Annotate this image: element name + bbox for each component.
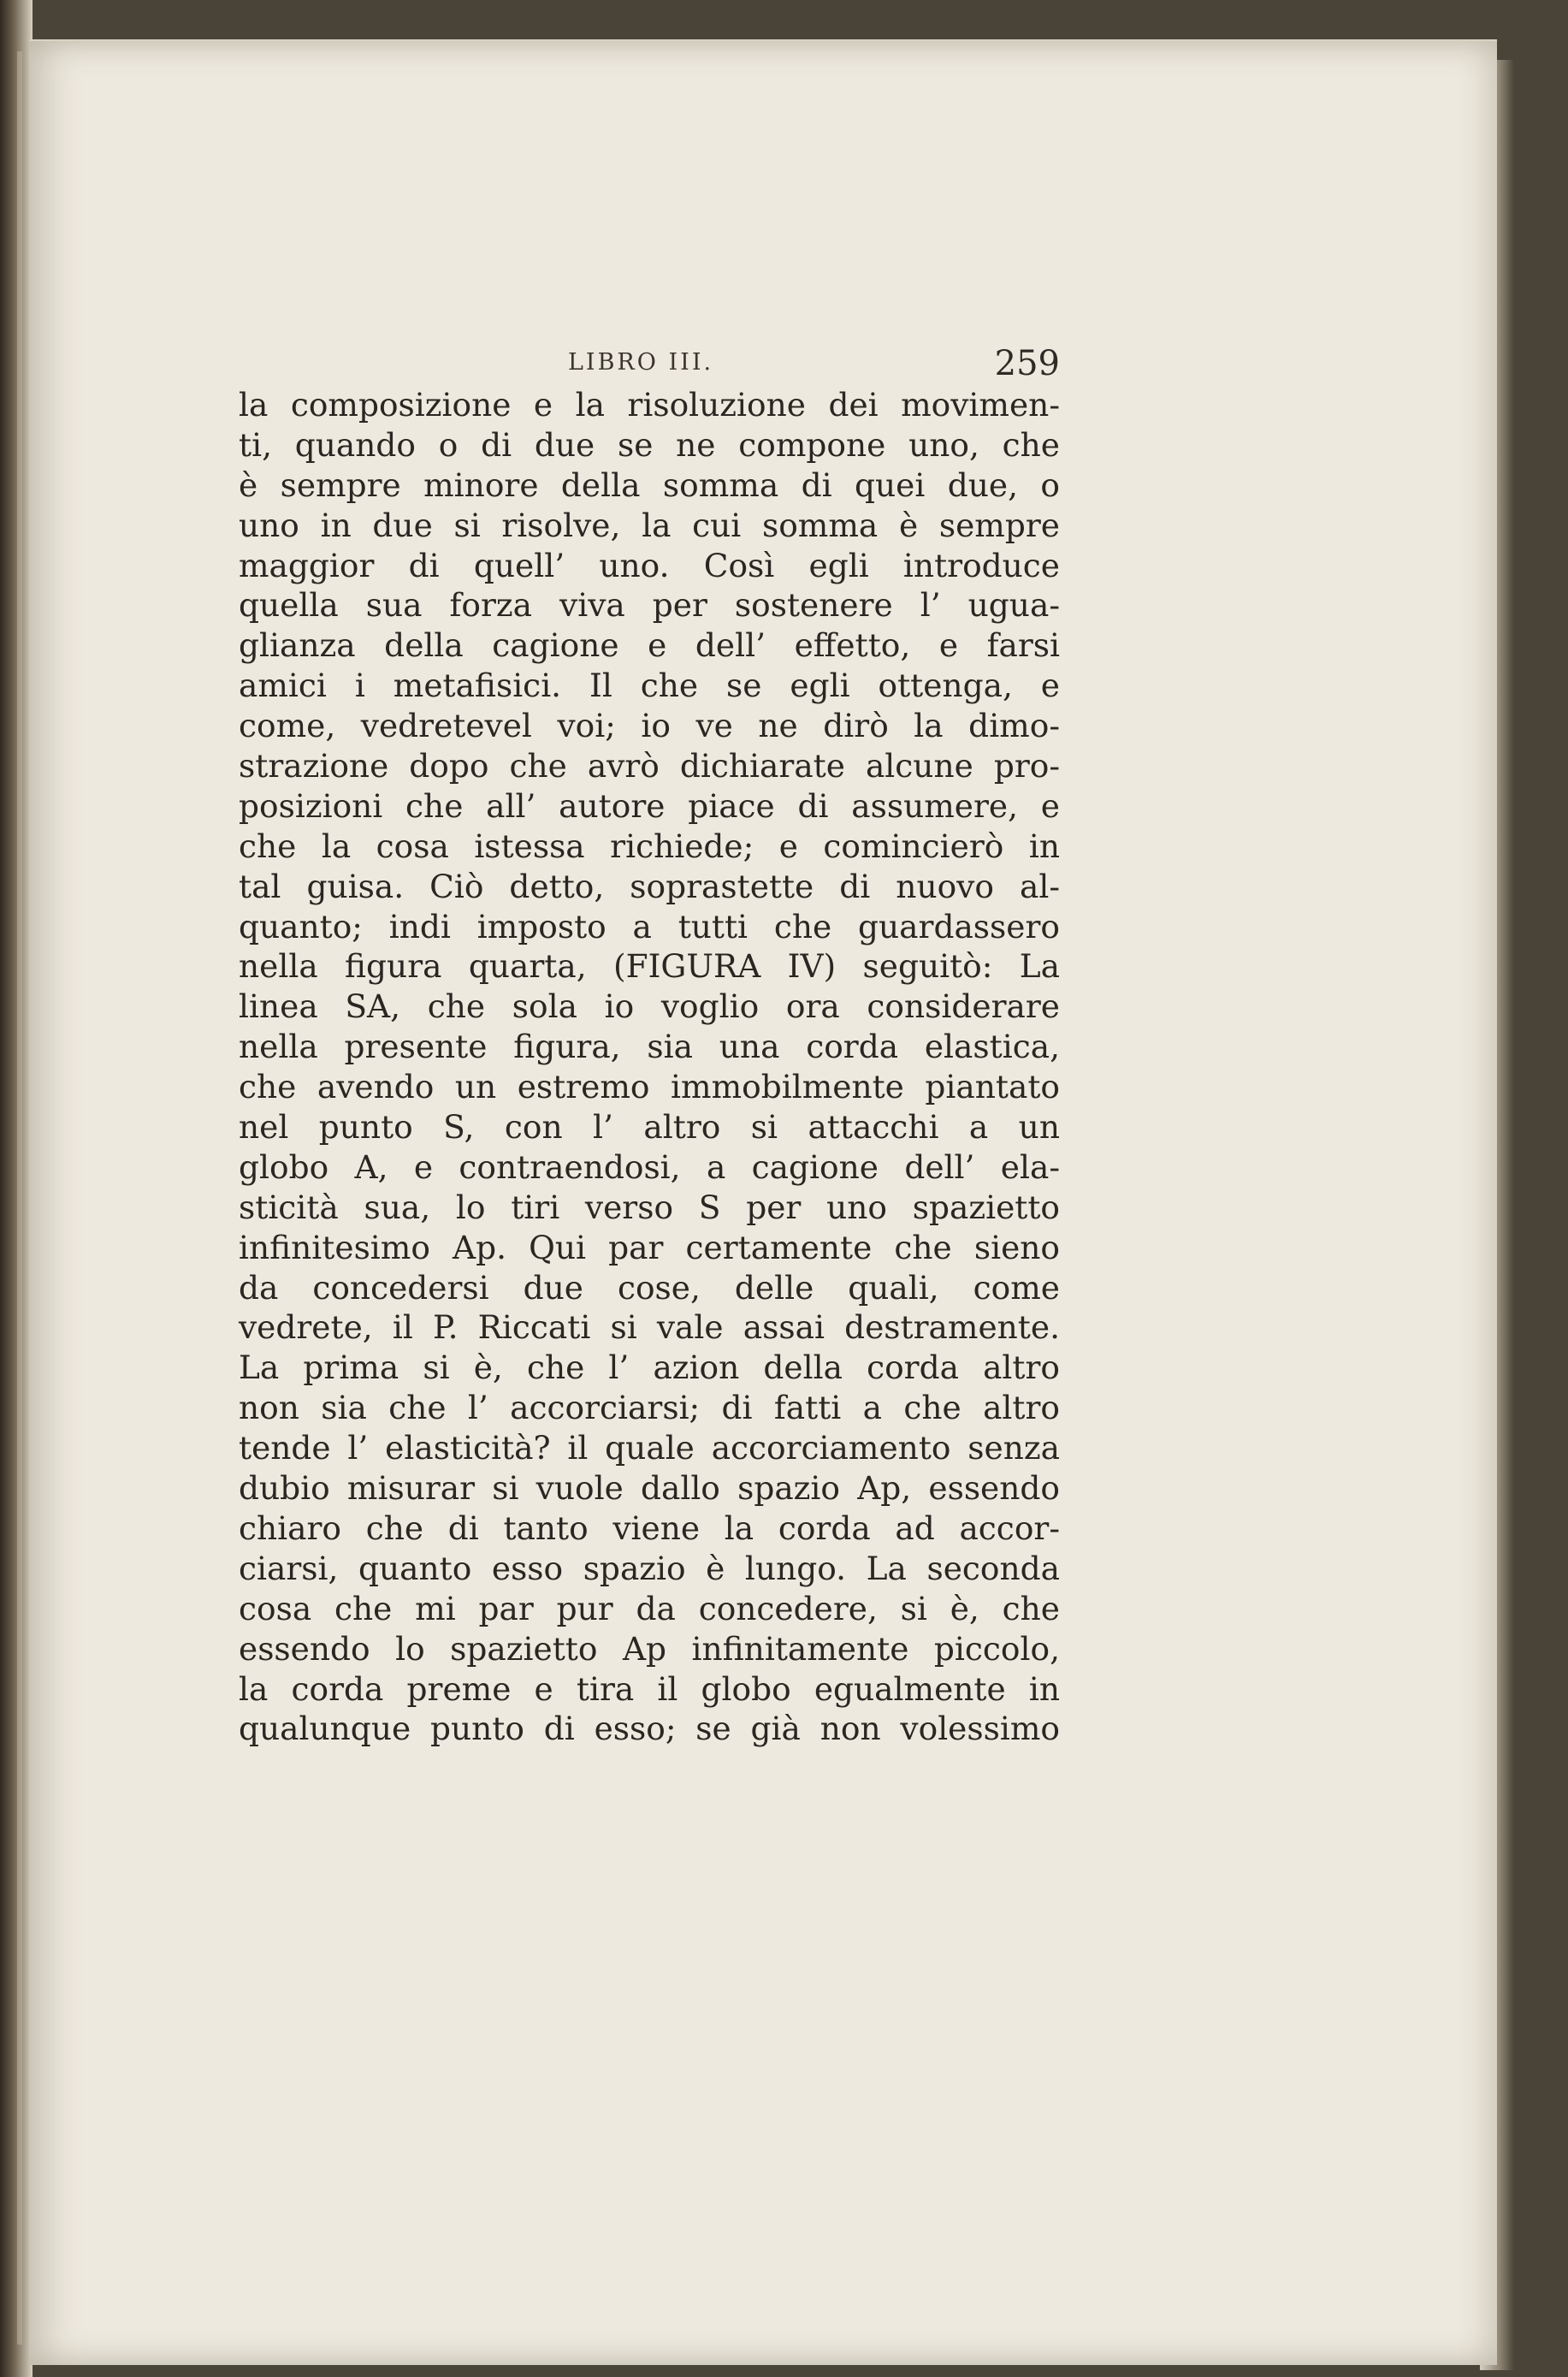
text-line: quella sua forza viva per sostenere l’ ugua- (239, 586, 1060, 625)
text-line: tende l’ elasticità? il quale accorciamento senza (239, 1429, 1060, 1467)
body-text (239, 385, 1060, 1749)
text-line: non sia che l’ accorciarsi; di fatti a che altro (239, 1389, 1060, 1427)
text-line: nella figura quarta, (FIGURA IV) seguitò: La (239, 947, 1060, 986)
page-number: 259 (994, 344, 1060, 383)
text-line: globo A, e contraendosi, a cagione dell’ ela- (239, 1147, 1060, 1186)
running-title: LIBRO III. (568, 349, 714, 376)
text-line: amici i metafisici. Il che se egli ottenga, e (239, 667, 1060, 705)
book-binding-edge (0, 0, 33, 2377)
text-line: cosa che mi par pur da concedere, si è, che (239, 1589, 1060, 1627)
book-page (29, 39, 1497, 2365)
text-line: è sempre minore della somma di quei due, o (239, 465, 1060, 504)
text-line: come, vedretevel voi; io ve ne dirò la dimo- (239, 707, 1060, 745)
text-line: da concedersi due cose, delle quali, come (239, 1268, 1060, 1307)
text-line: maggior di quell’ uno. Così egli introduce (239, 546, 1060, 584)
text-line: la composizione e la risoluzione dei movimen- (239, 386, 1060, 424)
text-line: tal guisa. Ciò detto, soprastette di nuovo al- (239, 867, 1060, 905)
running-head (239, 344, 1060, 383)
text-line: glianza della cagione e dell’ effetto, e farsi (239, 626, 1060, 665)
text-line: infinitesimo Ap. Qui par certamente che sieno (239, 1228, 1060, 1266)
text-line: ti, quando o di due se ne compone uno, che (239, 425, 1060, 464)
text-line: strazione dopo che avrò dichiarate alcune pro- (239, 747, 1060, 785)
text-line: essendo lo spazietto Ap infinitamente piccolo, (239, 1629, 1060, 1668)
text-line: ciarsi, quanto esso spazio è lungo. La seconda (239, 1549, 1060, 1587)
text-line: la corda preme e tira il globo egualmente in (239, 1669, 1060, 1708)
text-line: sticità sua, lo tiri verso S per uno spazietto (239, 1188, 1060, 1226)
text-line: La prima si è, che l’ azion della corda altro (239, 1349, 1060, 1387)
text-line: nella presente figura, sia una corda elastica, (239, 1028, 1060, 1066)
text-line: vedrete, il P. Riccati si vale assai destramente. (239, 1308, 1060, 1347)
text-line: che la cosa istessa richiede; e comincierò in (239, 827, 1060, 865)
text-line: nel punto S, con l’ altro si attacchi a un (239, 1108, 1060, 1147)
text-line: dubio misurar si vuole dallo spazio Ap, essendo (239, 1469, 1060, 1508)
text-line: che avendo un estremo immobilmente piantato (239, 1068, 1060, 1106)
text-line: uno in due si risolve, la cui somma è sempre (239, 506, 1060, 544)
text-line: posizioni che all’ autore piace di assumere, e (239, 786, 1060, 825)
text-line: quanto; indi imposto a tutti che guardassero (239, 907, 1060, 945)
text-line: qualunque punto di esso; se già non volessimo (239, 1710, 1060, 1748)
text-block (239, 344, 1060, 1749)
text-line: chiaro che di tanto viene la corda ad accor- (239, 1509, 1060, 1547)
text-line: linea SA, che sola io voglio ora considerare (239, 987, 1060, 1026)
